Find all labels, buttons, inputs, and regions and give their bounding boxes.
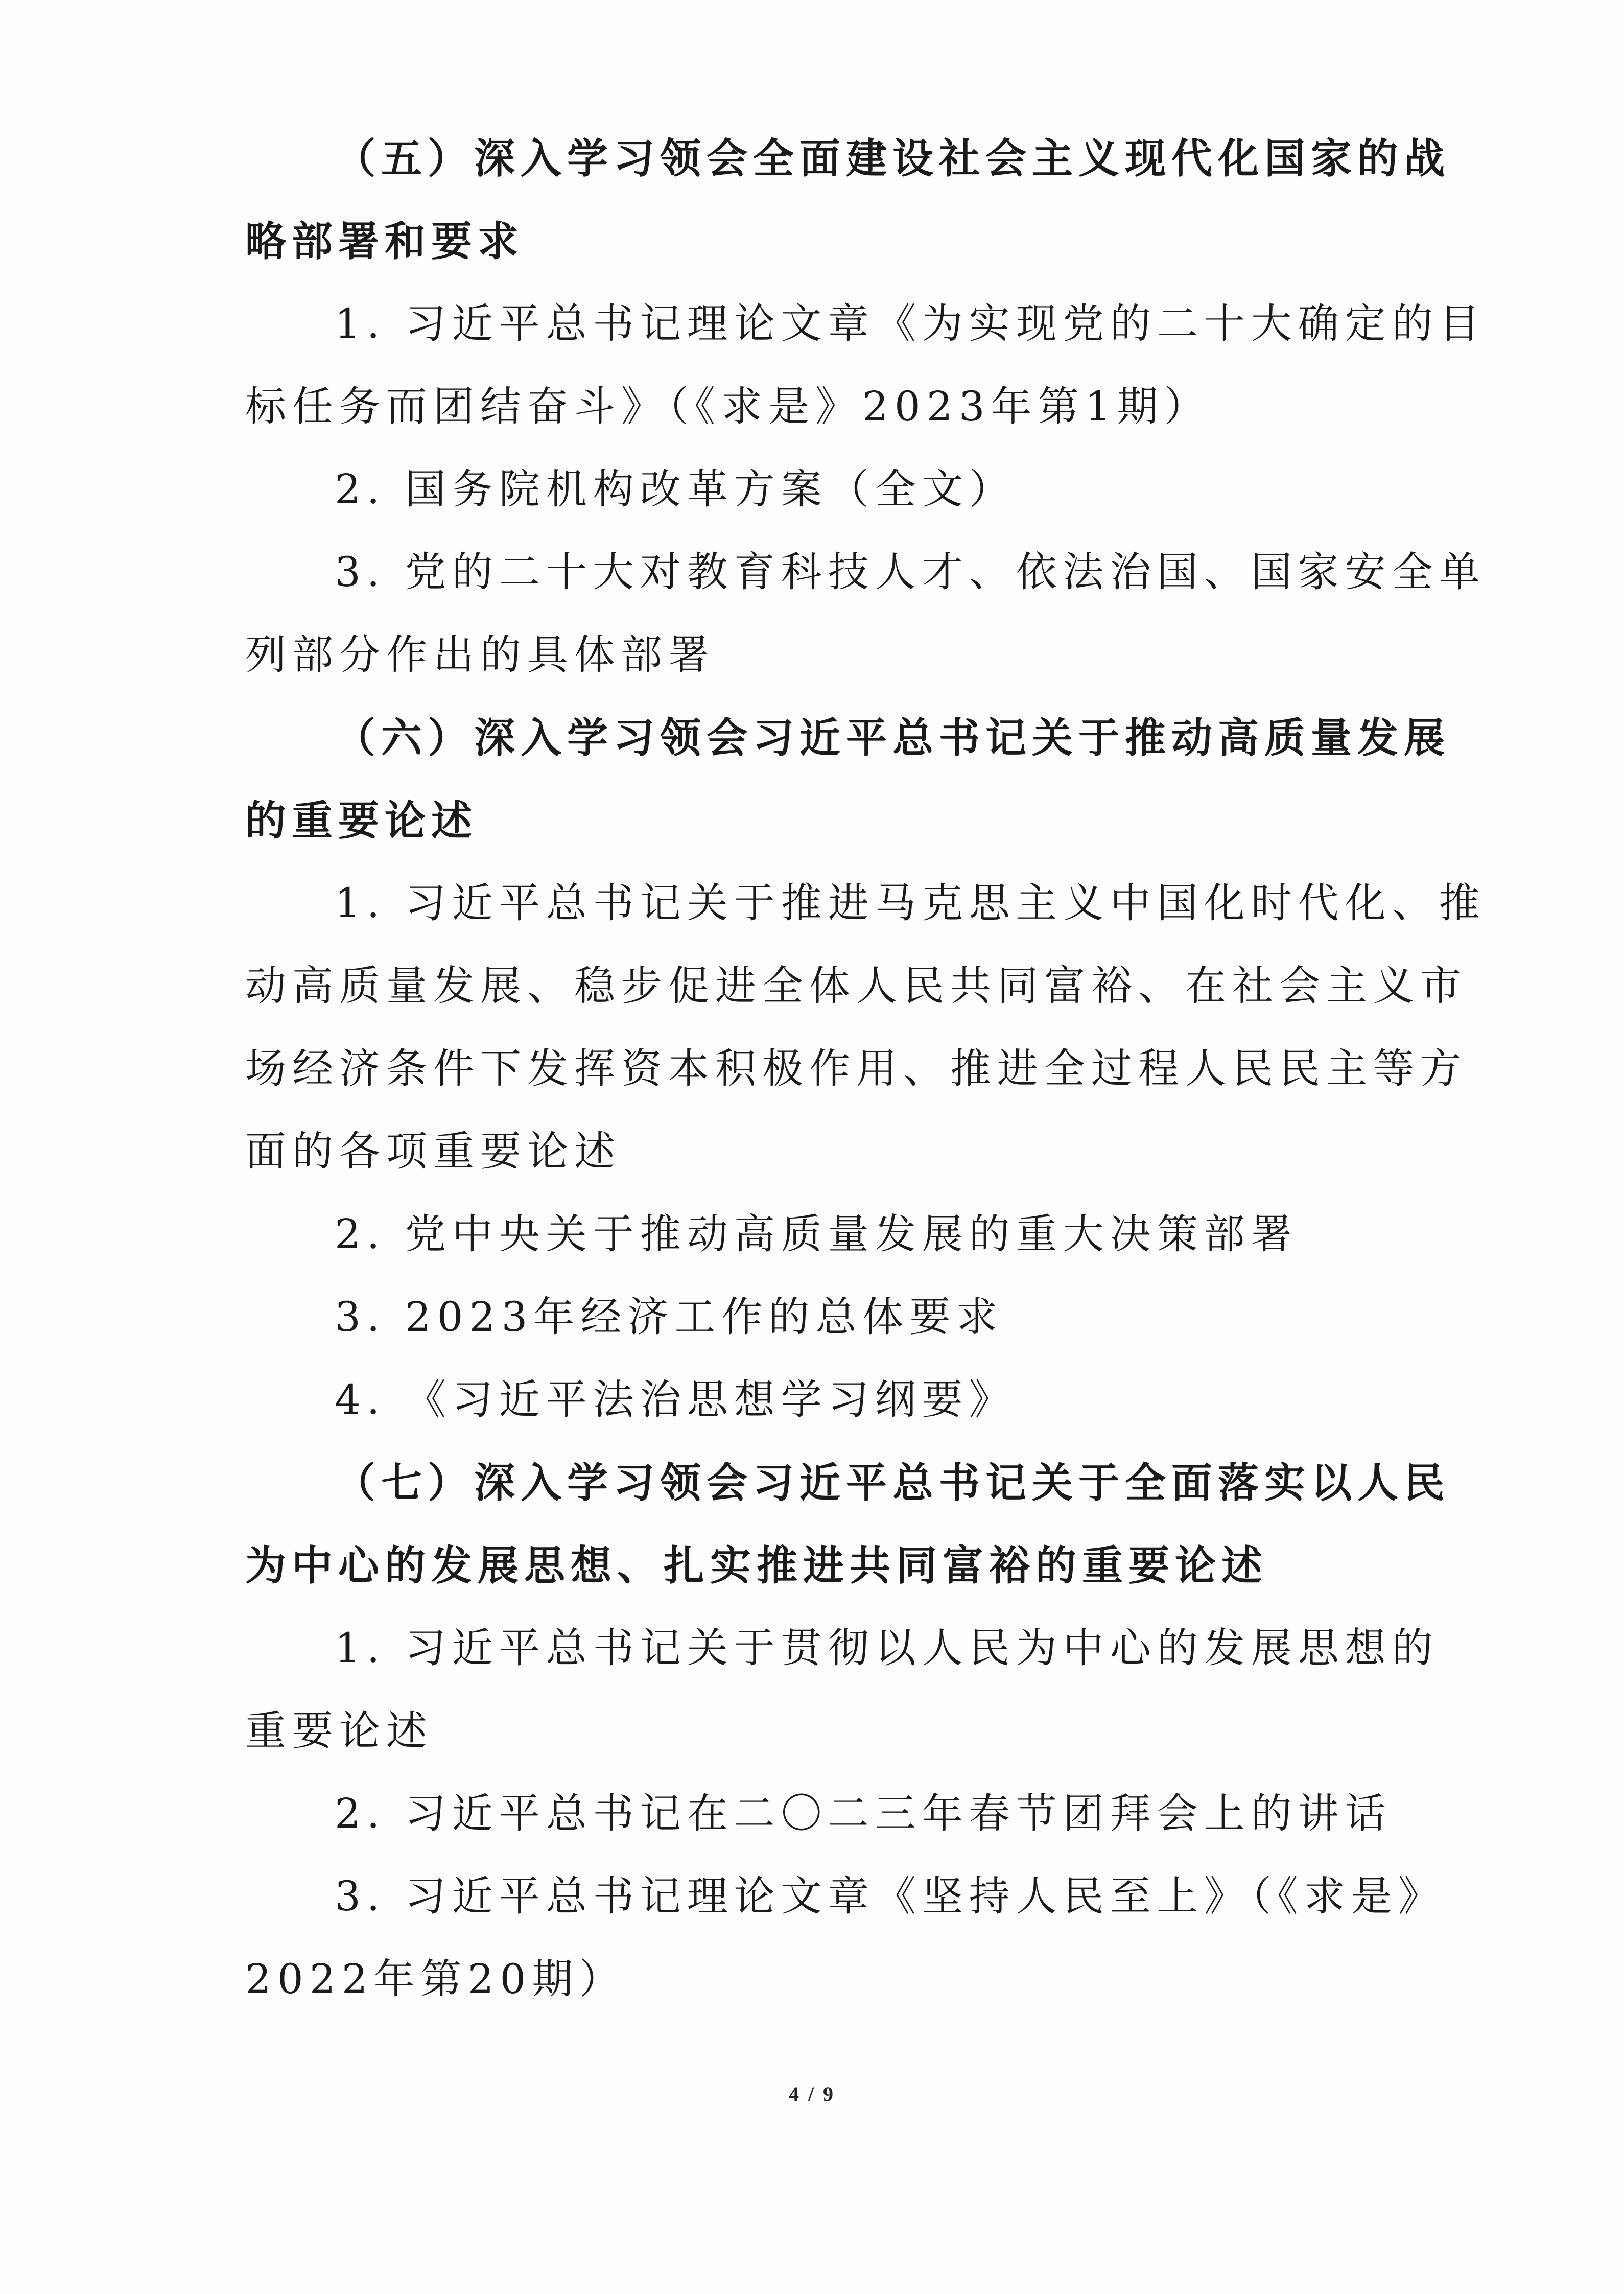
list-item: 场经济条件下发挥资本积极作用、推进全过程人民民主等方 (245, 1045, 1467, 1092)
list-item: 3. 习近平总书记理论文章《坚持人民至上》（《求是》 (335, 1872, 1445, 1920)
section-heading: 的重要论述 (245, 797, 478, 845)
document-body (245, 134, 1486, 2042)
list-item: 动高质量发展、稳步促进全体人民共同富裕、在社会主义市 (245, 962, 1467, 1010)
section-heading: （五）深入学习领会全面建设社会主义现代化国家的战 (335, 134, 1450, 182)
list-item: 4. 《习近平法治思想学习纲要》 (335, 1376, 1016, 1423)
list-item: 重要论述 (245, 1707, 433, 1754)
list-item: 1. 习近平总书记关于推进马克思主义中国化时代化、推 (335, 879, 1486, 927)
list-item: 面的各项重要论述 (245, 1128, 621, 1175)
list-item: 2. 党中央关于推动高质量发展的重大决策部署 (335, 1210, 1298, 1258)
section-heading: 为中心的发展思想、扎实推进共同富裕的重要论述 (245, 1541, 1268, 1589)
list-item: 3. 2023年经济工作的总体要求 (335, 1293, 1004, 1341)
list-item: 列部分作出的具体部署 (245, 631, 715, 678)
list-item: 3. 党的二十大对教育科技人才、依法治国、国家安全单 (335, 548, 1486, 596)
section-heading: 略部署和要求 (245, 217, 524, 265)
list-item: 2022年第20期） (245, 1955, 626, 2003)
section-heading: （七）深入学习领会习近平总书记关于全面落实以人民 (335, 1459, 1450, 1507)
list-item: 2. 国务院机构改革方案（全文） (335, 465, 1016, 513)
section-heading: （六）深入学习领会习近平总书记关于推动高质量发展 (335, 714, 1450, 762)
list-item: 1. 习近平总书记理论文章《为实现党的二十大确定的目 (335, 300, 1486, 347)
list-item: 2. 习近平总书记在二〇二三年春节团拜会上的讲话 (335, 1790, 1392, 1837)
list-item: 1. 习近平总书记关于贯彻以人民为中心的发展思想的 (335, 1624, 1439, 1672)
list-item: 标任务而团结奋斗》（《求是》2023年第1期） (245, 383, 1211, 430)
page-number: 4 / 9 (788, 2082, 836, 2105)
